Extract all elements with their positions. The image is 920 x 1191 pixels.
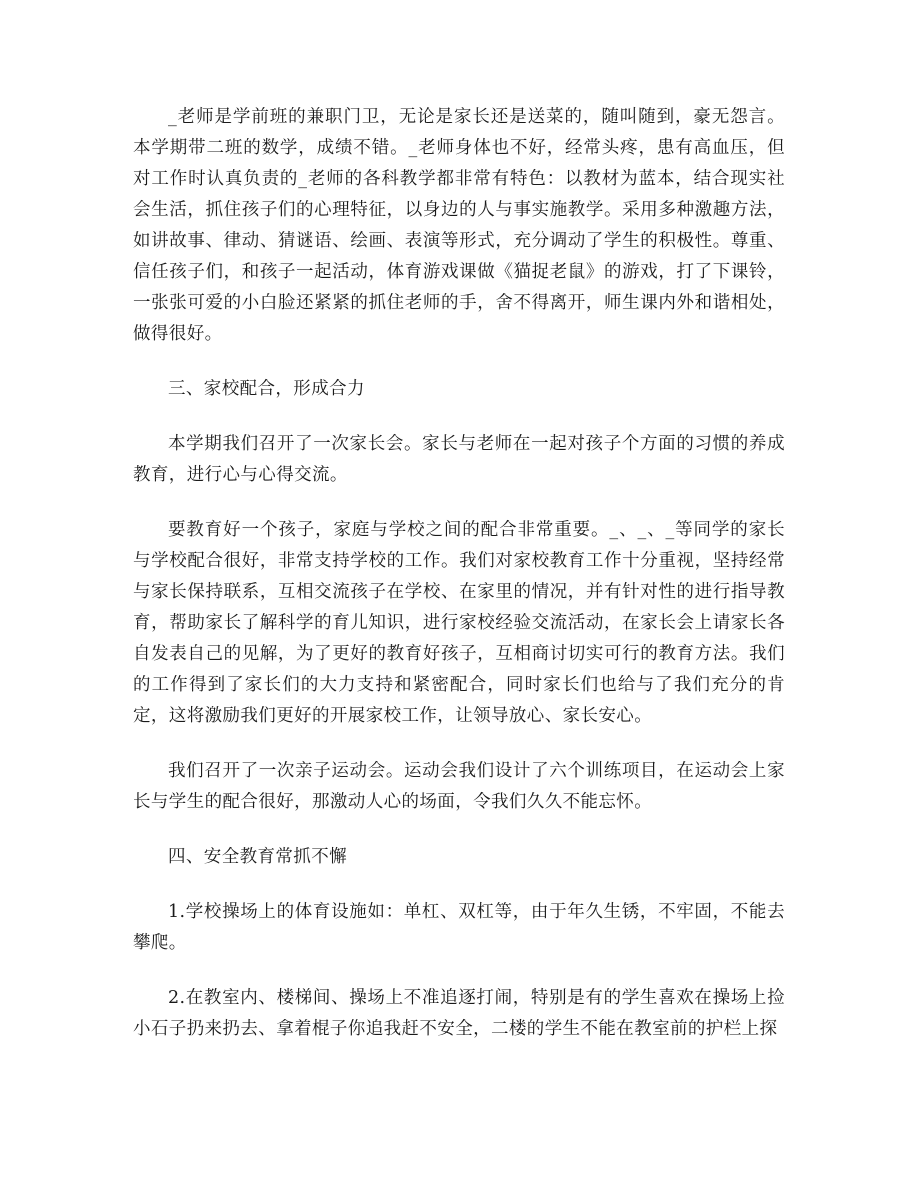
paragraph-parent-meeting: 本学期我们召开了一次家长会。家长与老师在一起对孩子个方面的习惯的养成教育，进行心与心得交流。 [133, 434, 785, 485]
paragraph-teacher-profile: _老师是学前班的兼职门卫，无论是家长还是送菜的，随叫随到，豪无怨言。本学期带二班的数学，成绩不错。_老师身体也不好，经常头疼，患有高血压，但对工作时认真负责的_老师的各科教学都非常有特色：以教材为蓝本，结合现实社会生活，抓住孩子们的心理特征，以身边的人与事实施教学。采用多种激趣方法，如讲故事、律动、猜谜语、绘画、表演等形式，充分调动了学生的积极性。尊重、信任孩子们，和孩子一起活动，体育游戏课做《猫捉老鼠》的游戏，打了下课铃，一张张可爱的小白脸还紧紧的抓住老师的手，舍不得离开，师生课内外和谐相处，做得很好。 [133, 107, 785, 344]
document-body [133, 102, 785, 1069]
paragraph-sports-meeting: 我们召开了一次亲子运动会。运动会我们设计了六个训练项目，在运动会上家长与学生的配合很好，那激动人心的场面，令我们久久不能忘怀。 [133, 761, 785, 812]
paragraph-safety-item-2: 2.在教室内、楼梯间、操场上不准追逐打闹，特别是有的学生喜欢在操场上捡小石子扔来扔去、拿着棍子你追我赶不安全，二楼的学生不能在教室前的护栏上探 [133, 988, 785, 1039]
paragraph-home-school-cooperation: 要教育好一个孩子，家庭与学校之间的配合非常重要。_、_、_等同学的家长与学校配合很好，非常支持学校的工作。我们对家校教育工作十分重视，坚持经常与家长保持联系，互相交流孩子在学校、在家里的情况，并有针对性的进行指导教育，帮助家长了解科学的育儿知识，进行家校经验交流活动，在家长会上请家长各自发表自己的见解，为了更好的教育好孩子，互相商讨切实可行的教育方法。我们的工作得到了家长们的大力支持和紧密配合，同时家长们也给与了我们充分的肯定，这将激励我们更好的开展家校工作，让领导放心、家长安心。 [133, 520, 785, 726]
section-heading-safety: 四、安全教育常抓不懈 [168, 847, 347, 867]
section-heading-home-school: 三、家校配合，形成合力 [168, 379, 365, 399]
paragraph-safety-item-1: 1.学校操场上的体育设施如：单杠、双杠等，由于年久生锈，不牢固，不能去攀爬。 [133, 902, 785, 953]
